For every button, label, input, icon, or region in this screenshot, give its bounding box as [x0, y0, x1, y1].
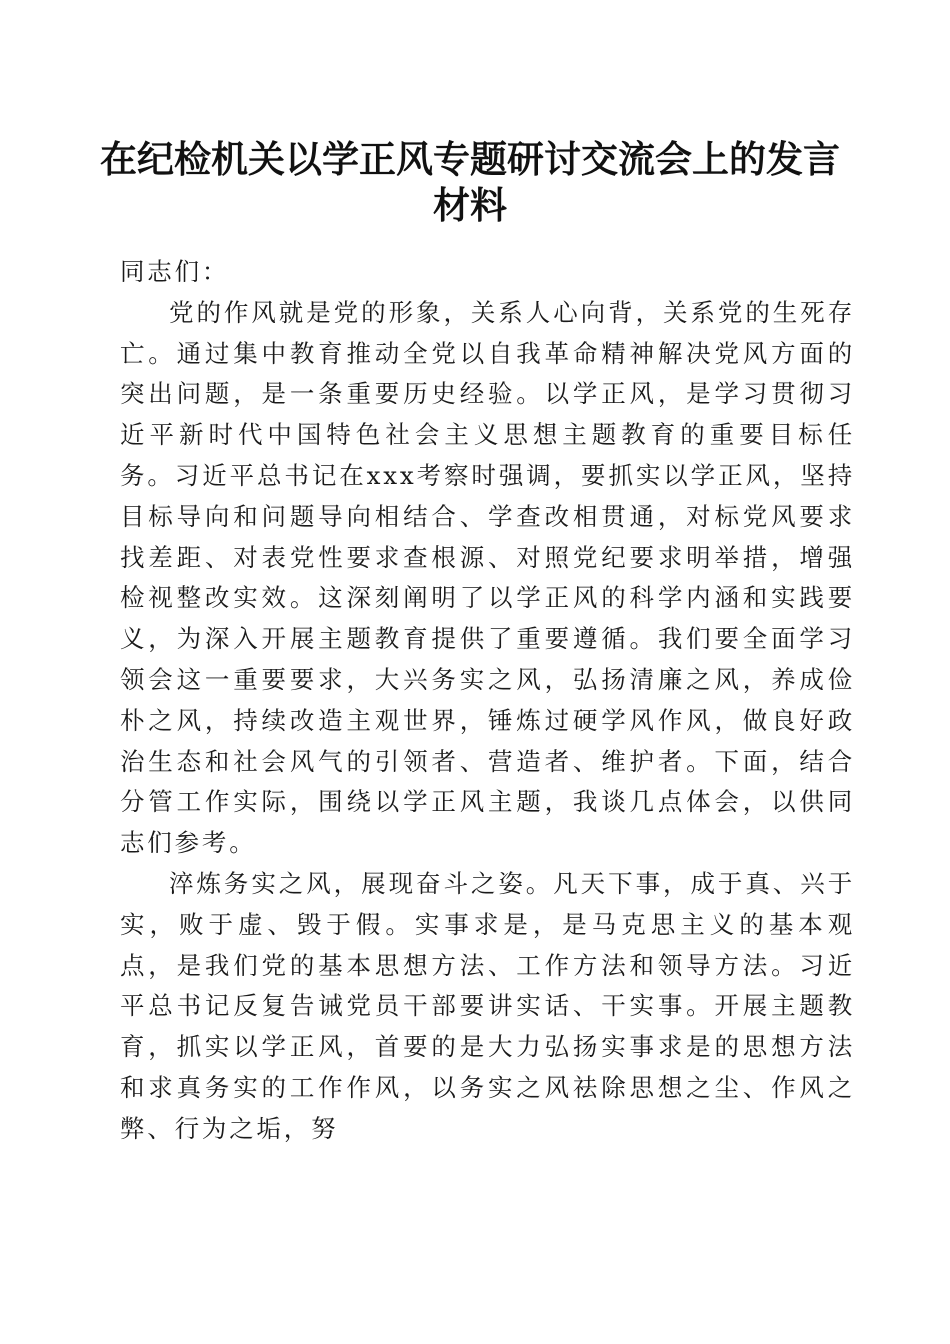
document-body	[120, 252, 855, 1150]
salutation: 同志们：	[120, 257, 230, 286]
paragraph-1: 党的作风就是党的形象，关系人心向背，关系党的生死存亡。通过集中教育推动全党以自我革命精神解决党风方面的突出问题，是一条重要历史经验。以学正风，是学习贯彻习近平新时代中国特色社会主义思想主题教育的重要目标任务。习近平总书记在xxx考察时强调，要抓实以学正风，坚持目标导向和问题导向相结合、学查改相贯通，对标党风要求找差距、对表党性要求查根源、对照党纪要求明举措，增强检视整改实效。这深刻阐明了以学正风的科学内涵和实践要义，为深入开展主题教育提供了重要遵循。我们要全面学习领会这一重要要求，大兴务实之风，弘扬清廉之风，养成俭朴之风，持续改造主观世界，锤炼过硬学风作风，做良好政治生态和社会风气的引领者、营造者、维护者。下面，结合分管工作实际，围绕以学正风主题，我谈几点体会，以供同志们参考。	[120, 297, 855, 858]
document-title: 在纪检机关以学正风专题研讨交流会上的发言材料	[100, 137, 840, 227]
paragraph-2: 淬炼务实之风，展现奋斗之姿。凡天下事，成于真、兴于实，败于虚、毁于假。实事求是，是马克思主义的基本观点，是我们党的基本思想方法、工作方法和领导方法。习近平总书记反复告诫党员干部要讲实话、干实事。开展主题教育，抓实以学正风，首要的是大力弘扬实事求是的思想方法和求真务实的工作作风，以务实之风祛除思想之尘、作风之弊、行为之垢，努	[120, 868, 855, 1143]
